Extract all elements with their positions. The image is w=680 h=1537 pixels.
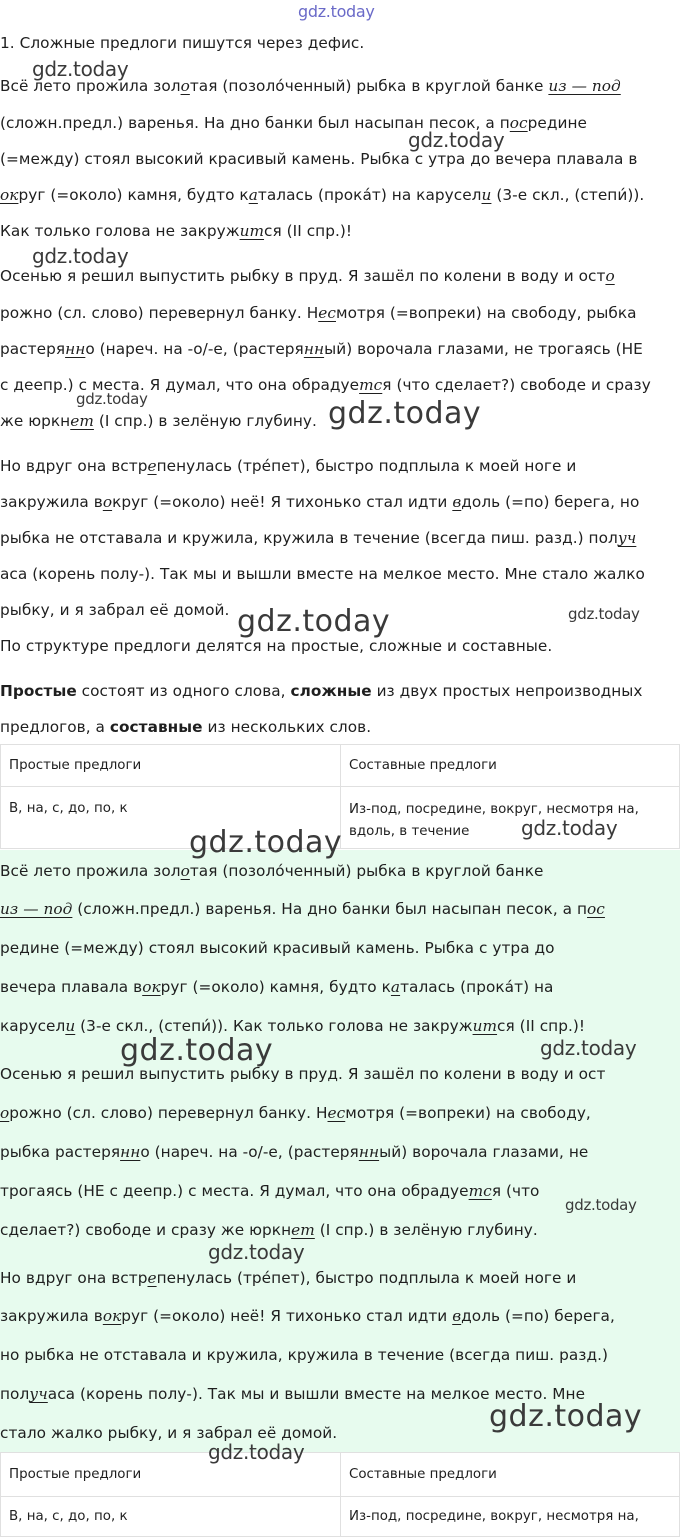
text-line: Всё лето прожила золотая (позолóченный) рыбка в круглой банке из — под — [0, 77, 621, 95]
answer-line: Всё лето прожила золотая (позолóченный) рыбка в круглой банке — [0, 862, 544, 880]
table-header-simple: Простые предлоги — [1, 1453, 341, 1497]
table-header-compound: Составные предлоги — [341, 1453, 680, 1497]
answer-line: закружила вокруг (=около) неё! Я тихонько стал идти вдоль (=по) берега, — [0, 1307, 615, 1325]
text-line: рыбку, и я забрал её домой. — [0, 601, 230, 619]
table-cell-compound: Из-под, посредине, вокруг, несмотря на, — [341, 1497, 680, 1537]
text-line: аса (корень полу-). Так мы и вышли вместе на мелкое место. Мне стало жалко — [0, 565, 645, 583]
answer-line: вечера плавала вокруг (=около) камня, будто каталась (прокáт) на — [0, 978, 554, 996]
text-line: (=между) стоял высокий красивый камень. Рыбка с утра до вечера плавала в — [0, 150, 638, 168]
text-line: Но вдруг она встрепенулась (трéпет), быстро подплыла к моей ноге и — [0, 457, 577, 475]
watermark: gdz.today — [408, 128, 505, 152]
answer-line: из — под (сложн.предл.) варенья. На дно банки был насыпан песок, а пос — [0, 900, 605, 918]
text-line: рожно (сл. слово) перевернул банку. Несмотря (=вопреки) на свободу, рыбка — [0, 304, 637, 322]
text-line: Осенью я решил выпустить рыбку в пруд. Я зашёл по колени в воду и осто — [0, 267, 615, 285]
answer-line: редине (=между) стоял высокий красивый камень. Рыбка с утра до — [0, 939, 555, 957]
watermark: gdz.today — [189, 825, 343, 860]
answer-line: рыбка растерянно (нареч. на -о/-е, (растерянный) ворочала глазами, не — [0, 1143, 589, 1161]
prepositions-table-2 — [0, 1452, 680, 1537]
answer-line: стало жалко рыбку, и я забрал её домой. — [0, 1424, 338, 1442]
text-line: закружила вокруг (=около) неё! Я тихонько стал идти вдоль (=по) берега, но — [0, 493, 640, 511]
table-header-simple: Простые предлоги — [1, 745, 341, 787]
watermark: gdz.today — [208, 1440, 305, 1464]
answer-line: Осенью я решил выпустить рыбку в пруд. Я зашёл по колени в воду и ост — [0, 1065, 606, 1083]
answer-line: Но вдруг она встрепенулась (трéпет), быстро подплыла к моей ноге и — [0, 1269, 577, 1287]
watermark: gdz.today — [568, 605, 640, 623]
text-line: По структуре предлоги делятся на простые, сложные и составные. — [0, 637, 553, 655]
table-cell-simple: В, на, с, до, по, к — [1, 1497, 341, 1537]
table-cell-compound: Из-под, посредине, вокруг, несмотря на, вдоль, в течение — [341, 787, 680, 849]
watermark: gdz.today — [328, 396, 482, 431]
answer-line: получаса (корень полу-). Так мы и вышли вместе на мелкое место. Мне — [0, 1385, 586, 1403]
rule-heading: 1. Сложные предлоги пишутся через дефис. — [0, 34, 365, 52]
watermark: gdz.today — [76, 390, 148, 408]
table-header-compound: Составные предлоги — [341, 745, 680, 787]
text-line: округ (=около) камня, будто каталась (прокáт) на карусели (3-е скл., (степи́)). — [0, 186, 645, 204]
definition-line: предлогов, а составные из нескольких слов. — [0, 718, 372, 736]
watermark: gdz.today — [489, 1399, 643, 1434]
text-line: растерянно (нареч. на -о/-е, (растерянный) ворочала глазами, не трогаясь (НЕ — [0, 340, 643, 358]
text-line: же юркнет (I спр.) в зелёную глубину. — [0, 412, 317, 430]
text-line: рыбка не отставала и кружила, кружила в течение (всегда пиш. разд.) получ — [0, 529, 637, 547]
table-cell-simple: В, на, с, до, по, к — [1, 787, 341, 849]
watermark: gdz.today — [565, 1196, 637, 1214]
text-line: Как только голова не закружится (II спр.)! — [0, 222, 353, 240]
text-line: (сложн.предл.) варенья. На дно банки был насыпан песок, а посредине — [0, 114, 588, 132]
watermark: gdz.today — [120, 1033, 274, 1068]
watermark: gdz.today — [540, 1036, 637, 1060]
watermark: gdz.today — [521, 816, 618, 840]
answer-line: карусели (3-е скл., (степи́)). Как только голова не закружится (II спр.)! — [0, 1017, 586, 1035]
watermark: gdz.today — [237, 604, 391, 639]
watermark: gdz.today — [208, 1240, 305, 1264]
watermark: gdz.today — [298, 2, 375, 21]
answer-line: но рыбка не отставала и кружила, кружила в течение (всегда пиш. разд.) — [0, 1346, 609, 1364]
answer-line: сделает?) свободе и сразу же юркнет (I спр.) в зелёную глубину. — [0, 1221, 538, 1239]
answer-line: трогаясь (НЕ с деепр.) с места. Я думал, что она обрадуется (что — [0, 1182, 540, 1200]
watermark: gdz.today — [32, 57, 129, 81]
answer-line: орожно (сл. слово) перевернул банку. Несмотря (=вопреки) на свободу, — [0, 1104, 591, 1122]
definition-line: Простые состоят из одного слова, сложные из двух простых непроизводных — [0, 682, 643, 700]
text-line: с деепр.) с места. Я думал, что она обрадуется (что сделает?) свободе и сразу — [0, 376, 651, 394]
watermark: gdz.today — [32, 244, 129, 268]
